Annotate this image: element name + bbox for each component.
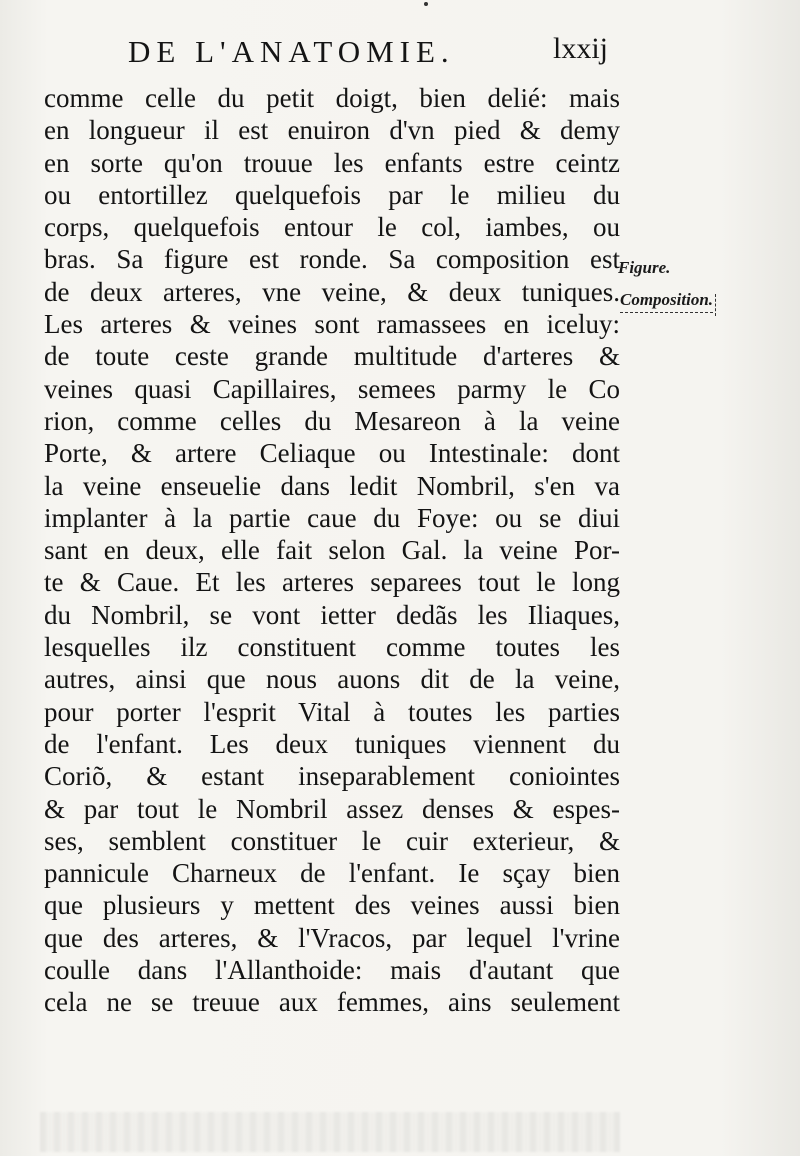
show-through-text [40, 1112, 620, 1152]
text-line: te & Caue. Et les arteres separees tout le long [44, 567, 620, 598]
text-line: ou entortillez quelquefois par le milieu du [44, 179, 620, 210]
text-line: en sorte qu'on trouue les enfants estre ceintz [44, 147, 620, 178]
margin-note-figure: Figure. [618, 258, 671, 277]
text-line: rion, comme celles du Mesareon à la veine [44, 405, 620, 436]
margin-note-composition: Composition. [620, 290, 713, 313]
body-text [44, 82, 620, 1019]
text-line: de l'enfant. Les deux tuniques viennent du [44, 728, 620, 759]
text-line: la veine enseuelie dans ledit Nombril, s'en va [44, 470, 620, 501]
text-line: que plusieurs y mettent des veines aussi bien [44, 890, 620, 921]
running-head: DE L'ANATOMIE. [128, 34, 455, 69]
text-line: de deux arteres, vne veine, & deux tuniques. [44, 276, 620, 307]
text-line: Porte, & artere Celiaque ou Intestinale: dont [44, 438, 620, 469]
text-line: autres, ainsi que nous auons dit de la veine, [44, 664, 620, 695]
text-line: & par tout le Nombril assez denses & espes- [44, 793, 620, 824]
text-line: comme celle du petit doigt, bien delié: mais [44, 83, 620, 113]
ink-dot [424, 2, 428, 6]
text-line: ses, semblent constituer le cuir exterieur, & [44, 825, 620, 856]
text-line: coulle dans l'Allanthoide: mais d'autant que [44, 955, 620, 986]
text-line: cela ne se treuue aux femmes, ains seulement [44, 987, 620, 1018]
text-line: lesquelles ilz constituent comme toutes les [44, 632, 620, 663]
text-line: corps, quelquefois entour le col, iambes, ou [44, 212, 620, 243]
text-line: que des arteres, & l'Vracos, par lequel l'vrine [44, 922, 620, 953]
text-line: implanter à la partie caue du Foye: ou se diui [44, 502, 620, 533]
text-line: en longueur il est enuiron d'vn pied & demy [44, 115, 620, 146]
text-line: sant en deux, elle fait selon Gal. la veine Por- [44, 535, 620, 566]
text-line: Les arteres & veines sont ramassees en iceluy: [44, 309, 620, 340]
text-line: du Nombril, se vont ietter dedãs les Iliaques, [44, 599, 620, 630]
text-line: pannicule Charneux de l'enfant. Ie sçay bien [44, 858, 620, 889]
text-line: de toute ceste grande multitude d'arteres & [44, 341, 620, 372]
text-line: bras. Sa figure est ronde. Sa composition est [44, 244, 620, 275]
text-line: Coriõ, & estant inseparablement coniointes [44, 761, 620, 792]
text-line: pour porter l'esprit Vital à toutes les parties [44, 696, 620, 727]
text-line: veines quasi Capillaires, semees parmy le Co [44, 373, 620, 404]
folio-number: lxxij [553, 32, 609, 65]
